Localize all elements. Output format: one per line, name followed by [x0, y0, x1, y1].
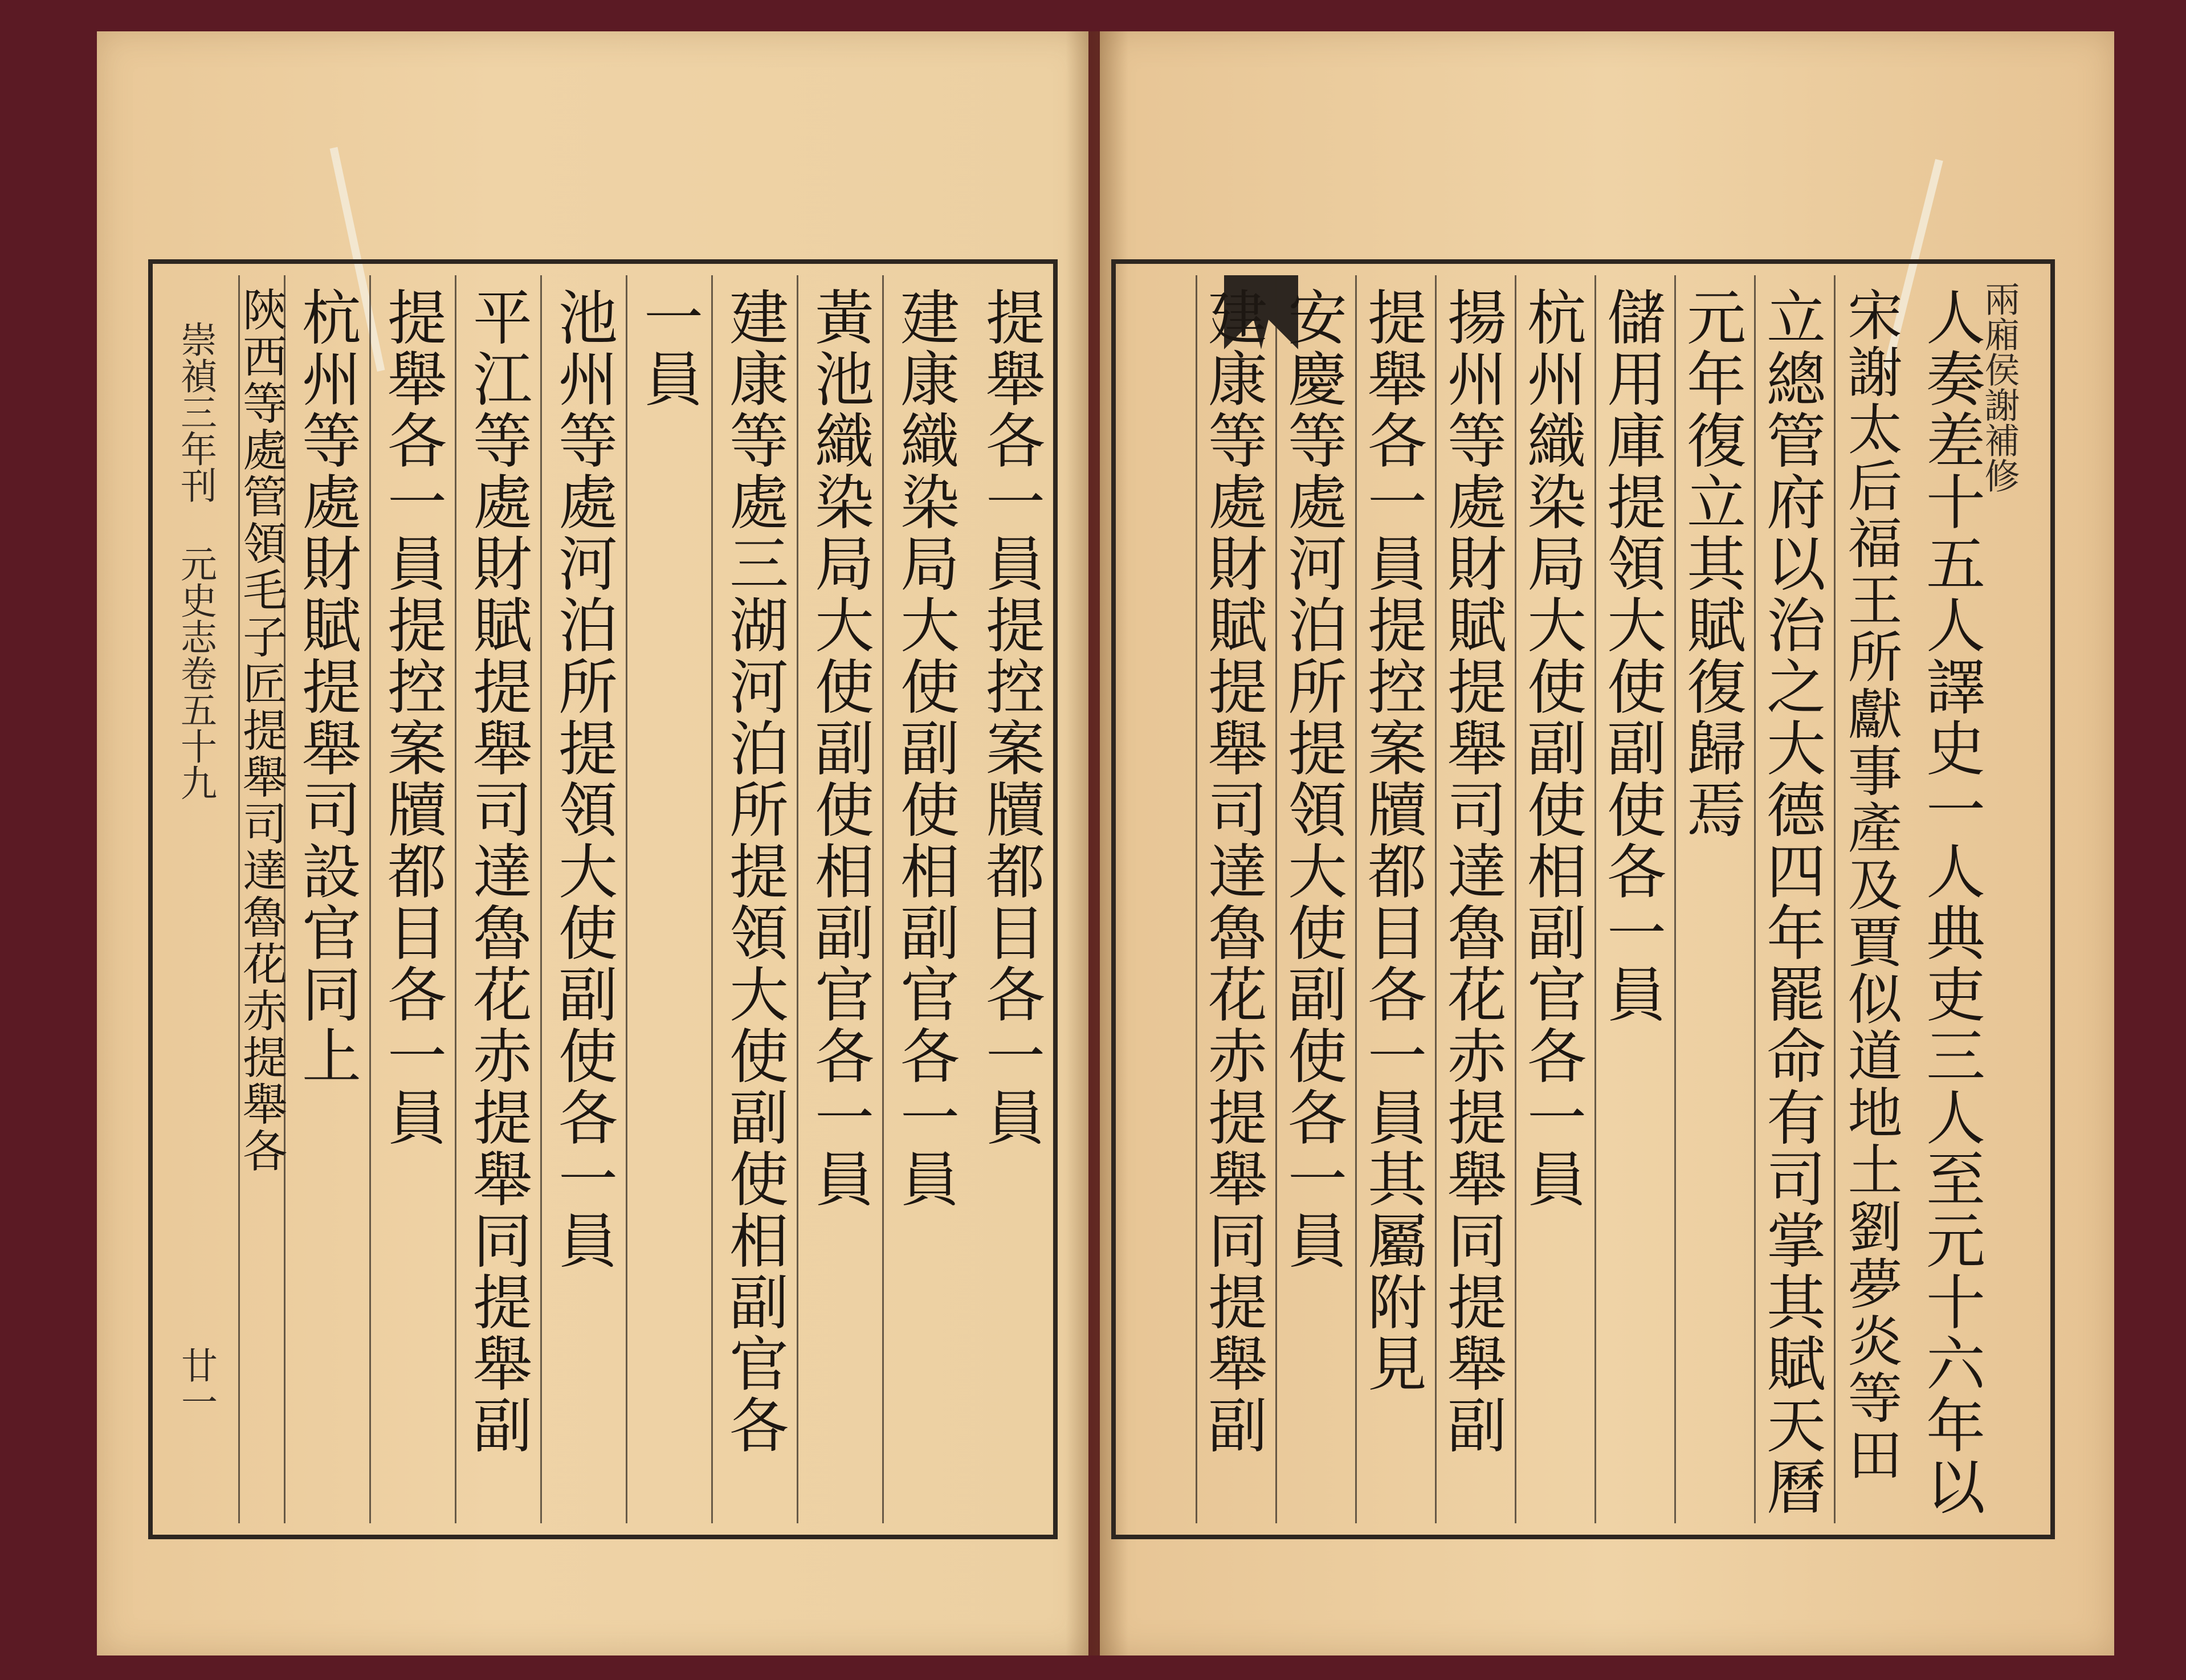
text-column: 宋謝太后福王所獻事產及賈似道地土劉夢炎等田	[1834, 275, 1914, 1523]
text-column: 一員	[626, 275, 711, 1523]
left-text-frame	[148, 259, 1058, 1539]
text-column: 杭州織染局大使副使相副官各一員	[1515, 275, 1594, 1523]
text-column: 池州等處河泊所提領大使副使各一員	[540, 275, 626, 1523]
text-column: 揚州等處財賦提舉司達魯花赤提舉同提舉副	[1435, 275, 1515, 1523]
text-column: 儲用庫提領大使副使各一員	[1594, 275, 1674, 1523]
text-column: 陝西等處管領毛子匠提舉司達魯花赤提舉各	[238, 275, 284, 1523]
repair-label: 兩廂侯謝補修	[1979, 281, 2020, 493]
text-column: 提舉各一員提控案牘都目各一員	[369, 275, 455, 1523]
text-column: 元年復立其賦復歸焉	[1674, 275, 1754, 1523]
text-column: 建康織染局大使副使相副官各一員	[882, 275, 968, 1523]
text-column: 人奏差十五人譯史一人典吏三人至元十六年以	[1916, 287, 1985, 1518]
text-column: 黃池織染局大使副使相副官各一員	[797, 275, 882, 1523]
right-text-frame	[1111, 259, 2055, 1539]
text-column: 杭州等處財賦提舉司設官同上	[284, 275, 369, 1523]
text-column: 建康等處三湖河泊所提領大使副使相副官各	[711, 275, 797, 1523]
left-page-number: 廿一	[175, 1347, 217, 1420]
left-banxin: 崇禎三年刊 元史志卷五十九	[174, 321, 217, 801]
text-column: 提舉各一員提控案牘都目各一員其屬附見	[1355, 275, 1435, 1523]
text-column: 安慶等處河泊所提領大使副使各一員	[1275, 275, 1355, 1523]
book-spread	[97, 31, 2114, 1655]
text-column: 建康等處財賦提舉司達魯花赤提舉同提舉副	[1196, 275, 1275, 1523]
text-column: 立總管府以治之大德四年罷命有司掌其賦天曆	[1754, 275, 1834, 1523]
text-column: 平江等處財賦提舉司達魯花赤提舉同提舉副	[455, 275, 540, 1523]
text-column: 提舉各一員提控案牘都目各一員	[976, 287, 1045, 1148]
